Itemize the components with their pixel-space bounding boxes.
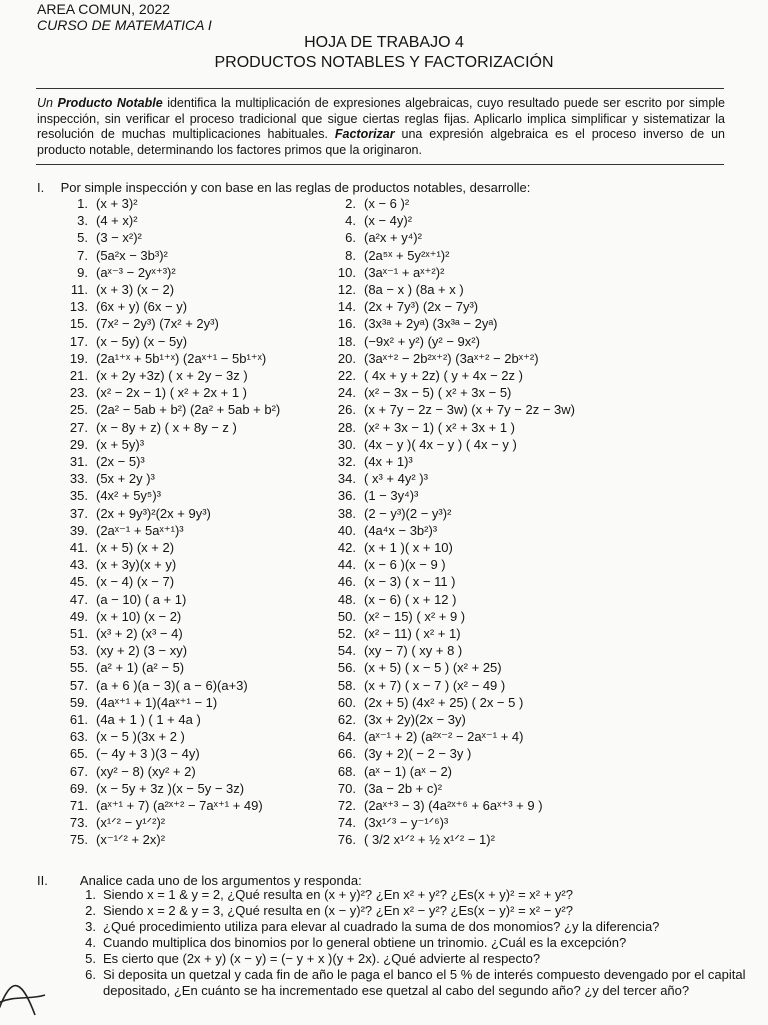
exercise-item [62,644,187,658]
intro-paragraph [37,96,725,158]
exercise-expression: (4x − y )( 4x − y ) ( 4x − y ) [364,436,517,452]
exercise-item [330,679,505,693]
exercise-number: 15. [69,316,88,332]
exercise-number: 29. [69,436,88,452]
question-number: 6. [85,967,96,982]
exercise-expression: (2x + 5) (4x² + 25) ( 2x − 5 ) [364,694,524,710]
exercise-item [62,403,280,417]
exercise-expression: (2a⁵ˣ + 5y²ˣ⁺¹)² [364,247,450,263]
exercise-item [330,507,451,521]
exercise-number: 21. [69,368,88,383]
exercise-item [330,644,462,658]
question-item [78,967,753,999]
exercise-expression: (2x + 7y³) (2x − 7y³) [364,299,479,315]
exercise-item [330,833,495,847]
exercise-number: 28. [337,419,356,435]
exercise-item [330,747,471,761]
exercise-expression: (4a⁴x − 3b²)³ [364,522,438,538]
exercise-item [62,661,184,675]
exercise-expression: (x² − 3x − 5) ( x² + 3x − 5) [364,385,512,401]
exercise-expression: (2x + 9y³)²(2x + 9y³) [96,505,211,521]
exercise-number: 53. [69,643,88,659]
exercise-item [62,765,196,779]
exercise-number: 18. [337,333,356,349]
exercise-number: 42. [337,540,356,555]
exercise-item [62,713,201,727]
exercise-expression: (x² − 15) ( x² + 9 ) [364,608,466,624]
exercise-number: 37. [69,505,88,521]
exercise-number: 3. [77,213,88,229]
exercise-number: 48. [337,591,356,607]
exercise-expression: (x² + 3x − 1) ( x² + 3x + 1 ) [364,419,515,435]
exercise-expression: (4x² + 5y⁵)³ [96,488,161,504]
exercise-item [330,317,498,331]
intro-term-factorizar: Factorizar [334,127,395,141]
question-item [78,919,738,935]
question-number: 5. [85,951,96,966]
exercise-number: 68. [337,763,356,779]
exercise-expression: (7x² − 2y³) (7x² + 2y³) [96,316,219,332]
exercise-expression: (x² − 2x − 1) ( x² + 2x + 1 ) [96,385,247,401]
exercise-item [62,489,161,503]
exercise-number: 52. [337,626,356,641]
exercise-expression: (8a − x ) (8a + x ) [364,282,464,297]
exercise-number: 6. [345,230,356,246]
exercise-item [330,593,456,607]
exercise-expression: (4 + x)² [96,213,138,229]
exercise-number: 62. [337,712,356,727]
exercise-item [62,421,237,435]
exercise-number: 57. [69,677,88,693]
exercise-expression: (3x¹ᐟ³ − y⁻¹ᐟ⁶)³ [364,815,449,831]
exercise-number: 55. [69,660,88,676]
exercise-expression: (5x + 2y )³ [96,471,155,487]
exercise-item [62,231,142,245]
exercise-expression: (2a¹⁺ˣ + 5b¹⁺ˣ) (2aˣ⁺¹ − 5b¹⁺ˣ) [96,350,267,366]
exercise-number: 34. [337,471,356,487]
exercise-expression: (x³ + 2) (x³ − 4) [96,626,183,641]
exercise-item [330,799,543,813]
exercise-expression: (x + 5y)³ [96,436,145,452]
exercise-item [62,558,176,572]
exercise-item [62,782,244,796]
exercise-number: 70. [337,780,356,796]
exercise-item [62,507,211,521]
exercise-number: 44. [337,557,356,573]
exercise-expression: (aˣ⁻¹ + 2) (a²ˣ⁻² − 2aˣ⁻¹ + 4) [364,729,524,745]
exercise-item [62,679,248,693]
exercise-number: 40. [337,522,356,538]
exercise-item [62,214,138,228]
exercise-number: 41. [69,540,88,555]
exercise-item [330,541,453,555]
exercise-number: 20. [337,350,356,366]
exercise-expression: (x + 7y − 2z − 3w) (x + 7y − 2z − 3w) [364,402,575,418]
exercise-item [62,249,168,263]
exercise-item [330,386,511,400]
exercise-number: 76. [337,832,356,848]
exercise-item [62,472,155,486]
exercise-item [330,765,452,779]
exercise-item [62,266,176,280]
exercise-number: 26. [337,402,356,418]
pen-mark-icon [0,965,50,1025]
exercise-expression: (x − 3) ( x − 11 ) [364,574,456,590]
exercise-item [62,438,144,452]
header-area: AREA COMUN, 2022 [37,1,171,17]
exercise-expression: (2aˣ⁺³ − 3) (4a²ˣ⁺⁶ + 6aˣ⁺³ + 9 ) [364,798,543,813]
exercise-item [62,575,174,589]
exercise-number: 13. [69,299,88,315]
exercise-expression: (x² − 11) ( x² + 1) [364,626,461,641]
exercise-expression: (x − 5y + 3z )(x − 5y − 3z) [96,780,245,796]
exercise-expression: (3aˣ⁻¹ + aˣ⁺²)² [364,264,445,280]
exercise-expression: (x¹ᐟ² − y¹ᐟ²)² [96,815,166,831]
exercise-item [62,197,138,211]
exercise-item [330,266,444,280]
exercise-number: 64. [337,729,356,745]
exercise-item [330,369,523,383]
intro-term-producto-notable: Producto Notable [57,96,163,110]
exercise-item [330,782,442,796]
question-number: 1. [85,887,96,902]
exercise-item [330,249,449,263]
exercise-expression: (a²x + y⁴)² [364,230,422,246]
exercise-number: 67. [69,763,88,779]
exercise-expression: ( 3/2 x¹ᐟ² + ½ x¹ᐟ² − 1)² [364,832,495,848]
exercise-expression: (1 − 3y⁴)³ [364,488,419,504]
exercise-expression: (xy − 7) ( xy + 8 ) [364,643,463,659]
exercise-expression: (aˣ − 1) (aˣ − 2) [364,763,453,779]
exercise-item [62,317,219,331]
exercise-item [62,386,247,400]
intro-text-2: identifica la multiplicación de expresiones algebraicas, cuyo resultado puede ser escrito por simple inspección, sin verificar el proceso tradicional que sigue ciertas reglas fijas. Aplicarlo implica simplificar y sistematizar la resolución de muchas multiplicaciones habituales. [37,96,725,141]
exercise-number: 73. [69,815,88,831]
exercise-expression: (x + 5) (x + 2) [96,540,175,555]
exercise-number: 63. [69,729,88,745]
exercise-item [330,610,465,624]
exercise-item [330,214,412,228]
exercise-number: 39. [69,522,88,538]
exercise-item [62,300,187,314]
exercise-item [330,713,466,727]
exercise-number: 14. [337,299,356,315]
exercise-item [330,335,480,349]
exercise-number: 11. [70,282,88,297]
exercise-expression: (x + 10) (x − 2) [96,608,182,624]
question-number: 4. [85,935,96,950]
exercise-item [62,747,200,761]
exercise-number: 36. [337,488,356,504]
exercise-number: 4. [345,213,356,229]
exercise-item [330,283,464,297]
exercise-expression: (3y + 2)( − 2 − 3y ) [364,746,472,762]
exercise-expression: (xy² − 8) (xy² + 2) [96,763,196,779]
exercise-number: 16. [337,316,356,332]
exercise-number: 5. [77,230,88,246]
exercise-number: 32. [337,454,356,469]
exercise-item [62,541,174,555]
question-number: 2. [85,903,96,918]
exercise-expression: (x + 3y)(x + y) [96,557,177,573]
exercise-expression: (4x + 1)³ [364,454,413,469]
exercise-expression: (a² + 1) (a² − 5) [96,660,185,676]
exercise-expression: (2x − 5)³ [96,454,145,469]
exercise-expression: (6x + y) (6x − y) [96,299,188,315]
exercise-number: 23. [69,385,88,401]
exercise-number: 50. [337,608,356,624]
question-text: Si deposita un quetzal y cada fin de año le paga el banco el 5 % de interés compuesto devengado por el capital depositado, ¿En cuánto se ha incrementado ese quetzal al cabo del segundo año? ¿y del tercer año? [103,967,746,998]
section1-heading [37,180,530,195]
exercise-expression: (x − 6 )² [364,196,410,211]
exercise-item [330,696,523,710]
exercise-number: 46. [337,574,356,590]
exercise-number: 25. [69,402,88,418]
section2-number: II. [37,873,48,888]
page-title: HOJA DE TRABAJO 4 [304,34,464,51]
section1-instruction: Por simple inspección y con base en las reglas de productos notables, desarrolle: [60,180,531,195]
exercise-item [62,352,266,366]
exercise-expression: (x + 3)² [96,196,138,211]
exercise-expression: (−9x² + y²) (y² − 9x²) [364,333,480,349]
exercise-item [330,438,517,452]
exercise-expression: (x + 5) ( x − 5 ) (x² + 25) [364,660,502,676]
question-text: ¿Qué procedimiento utiliza para elevar al cuadrado la suma de dos monomios? ¿y la diferencia? [103,919,660,934]
exercise-number: 10. [337,264,356,280]
question-text: Siendo x = 2 & y = 3, ¿Qué resulta en (x − y)²? ¿En x² − y²? ¿Es(x − y)² = x² − y²? [103,903,573,918]
exercise-item [62,833,165,847]
question-number: 3. [85,919,96,934]
exercise-expression: (x − 6 )(x − 9 ) [364,557,446,573]
exercise-number: 9. [77,264,88,280]
exercise-number: 30. [337,436,356,452]
question-item [78,903,738,919]
exercise-expression: (4a + 1 ) ( 1 + 4a ) [96,712,201,727]
exercise-number: 58. [337,677,356,693]
question-text: Es cierto que (2x + y) (x − y) = (− y + x )(y + 2x). ¿Qué advierte al respecto? [103,951,541,966]
exercise-item [330,524,437,538]
exercise-number: 31. [69,454,88,469]
exercise-expression: (x − 5y) (x − 5y) [96,333,188,349]
exercise-item [62,283,174,297]
section2-heading [37,873,362,888]
question-text: Siendo x = 1 & y = 2, ¿Qué resulta en (x + y)²? ¿En x² + y²? ¿Es(x + y)² = x² + y²? [103,887,573,902]
exercise-expression: (2aˣ⁻¹ + 5aˣ⁺¹)³ [96,522,184,538]
exercise-item [62,816,165,830]
exercise-number: 27. [69,419,88,435]
exercise-expression: (2a² − 5ab + b²) (2a² + 5ab + b²) [96,402,281,418]
exercise-item [330,489,418,503]
exercise-expression: (x − 4) (x − 7) [96,574,175,590]
exercise-item [330,575,456,589]
exercise-expression: (x + 1 )( x + 10) [364,540,453,555]
exercise-number: 61. [69,712,88,727]
exercise-number: 2. [345,196,356,211]
exercise-item [330,421,515,435]
exercise-item [330,352,539,366]
exercise-item [330,300,478,314]
exercise-number: 24. [337,385,356,401]
exercise-item [62,799,263,813]
exercise-expression: (x − 8y + z) ( x + 8y − z ) [96,419,237,435]
exercise-number: 12. [337,282,356,297]
exercise-item [62,369,248,383]
exercise-expression: (3x³ᵃ + 2yᵃ) (3x³ᵃ − 2yᵃ) [364,316,498,332]
exercise-number: 69. [69,780,88,796]
intro-bottom-rule [36,164,724,165]
exercise-number: 72. [337,798,356,813]
exercise-number: 22. [337,368,356,383]
exercise-item [330,231,422,245]
exercise-expression: (xy + 2) (3 − xy) [96,643,188,659]
exercise-item [62,455,145,469]
exercise-item [330,661,502,675]
exercise-item [330,627,461,641]
exercise-number: 51. [69,626,88,641]
exercise-item [62,627,183,641]
exercise-item [330,558,446,572]
exercise-expression: (3x + 2y)(2x − 3y) [364,712,466,727]
section2-instruction: Analice cada uno de los argumentos y responda: [79,873,362,888]
exercise-number: 17. [69,333,88,349]
question-item [78,935,738,951]
exercise-item [330,197,409,211]
question-text: Cuando multiplica dos binomios por lo general obtiene un trinomio. ¿Cuál es la excepción? [103,935,627,950]
exercise-number: 60. [337,694,356,710]
exercise-number: 33. [69,471,88,487]
exercise-number: 19. [69,350,88,366]
exercise-expression: (2 − y³)(2 − y³)² [364,505,452,521]
exercise-item [330,403,575,417]
exercise-expression: ( 4x + y + 2z) ( y + 4x − 2z ) [364,368,523,383]
exercise-expression: (x − 4y)² [364,213,413,229]
exercise-item [330,472,428,486]
exercise-item [62,730,185,744]
exercise-number: 47. [69,591,88,607]
exercise-number: 59. [69,694,88,710]
exercise-item [330,730,523,744]
exercise-number: 74. [337,815,356,831]
exercise-expression: (3aˣ⁺² − 2b²ˣ⁺²) (3aˣ⁺² − 2bˣ⁺²) [364,350,539,366]
exercise-expression: (aˣ⁻³ − 2yˣ⁺³)² [96,264,176,280]
exercise-item [62,335,187,349]
exercise-expression: (a − 10) ( a + 1) [96,591,187,607]
section1-number: I. [37,180,45,195]
question-item [78,887,738,903]
exercise-expression: (x − 6) ( x + 12 ) [364,591,457,607]
exercise-item [62,610,181,624]
question-item [78,951,738,967]
exercise-number: 54. [337,643,356,659]
exercise-number: 1. [77,196,88,211]
exercise-number: 35. [69,488,88,504]
exercise-number: 75. [69,832,88,848]
exercise-expression: (x − 5 )(3x + 2 ) [96,729,185,745]
exercise-expression: (x + 3) (x − 2) [96,282,175,297]
header-course: CURSO DE MATEMATICA I [37,17,212,33]
exercise-number: 56. [337,660,356,676]
exercise-number: 43. [69,557,88,573]
exercise-number: 7. [77,247,88,263]
exercise-number: 71. [69,798,88,813]
exercise-item [330,816,448,830]
intro-text-3: una expresión algebraica es el proceso inverso de un producto notable, determinando los factores primos que la originaron. [37,127,725,157]
exercise-expression: (x + 2y +3z) ( x + 2y − 3z ) [96,368,248,383]
exercise-number: 8. [345,247,356,263]
exercise-expression: (3 − x²)² [96,230,142,246]
exercise-expression: (3a − 2b + c)² [364,780,443,796]
exercise-expression: (− 4y + 3 )(3 − 4y) [96,746,200,762]
exercise-expression: (a + 6 )(a − 3)( a − 6)(a+3) [96,677,248,693]
exercise-item [62,593,186,607]
exercise-expression: (x + 7) ( x − 7 ) (x² − 49 ) [364,677,506,693]
exercise-expression: (4aˣ⁺¹ + 1)(4aˣ⁺¹ − 1) [96,694,218,710]
page-subtitle: PRODUCTOS NOTABLES Y FACTORIZACIÓN [214,54,554,71]
exercise-number: 65. [69,746,88,762]
exercise-item [62,524,184,538]
exercise-expression: (5a²x − 3b³)² [96,247,168,263]
exercise-expression: (x⁻¹ᐟ² + 2x)² [96,832,166,848]
exercise-expression: (aˣ⁺¹ + 7) (a²ˣ⁺² − 7aˣ⁺¹ + 49) [96,798,263,813]
exercise-number: 45. [69,574,88,590]
exercise-item [330,455,413,469]
exercise-number: 38. [337,505,356,521]
exercise-number: 66. [337,746,356,762]
exercise-item [62,696,217,710]
intro-text-1: Un [37,96,58,110]
exercise-expression: ( x³ + 4y² )³ [364,471,428,487]
top-rule [36,88,724,89]
exercise-number: 49. [69,608,88,624]
